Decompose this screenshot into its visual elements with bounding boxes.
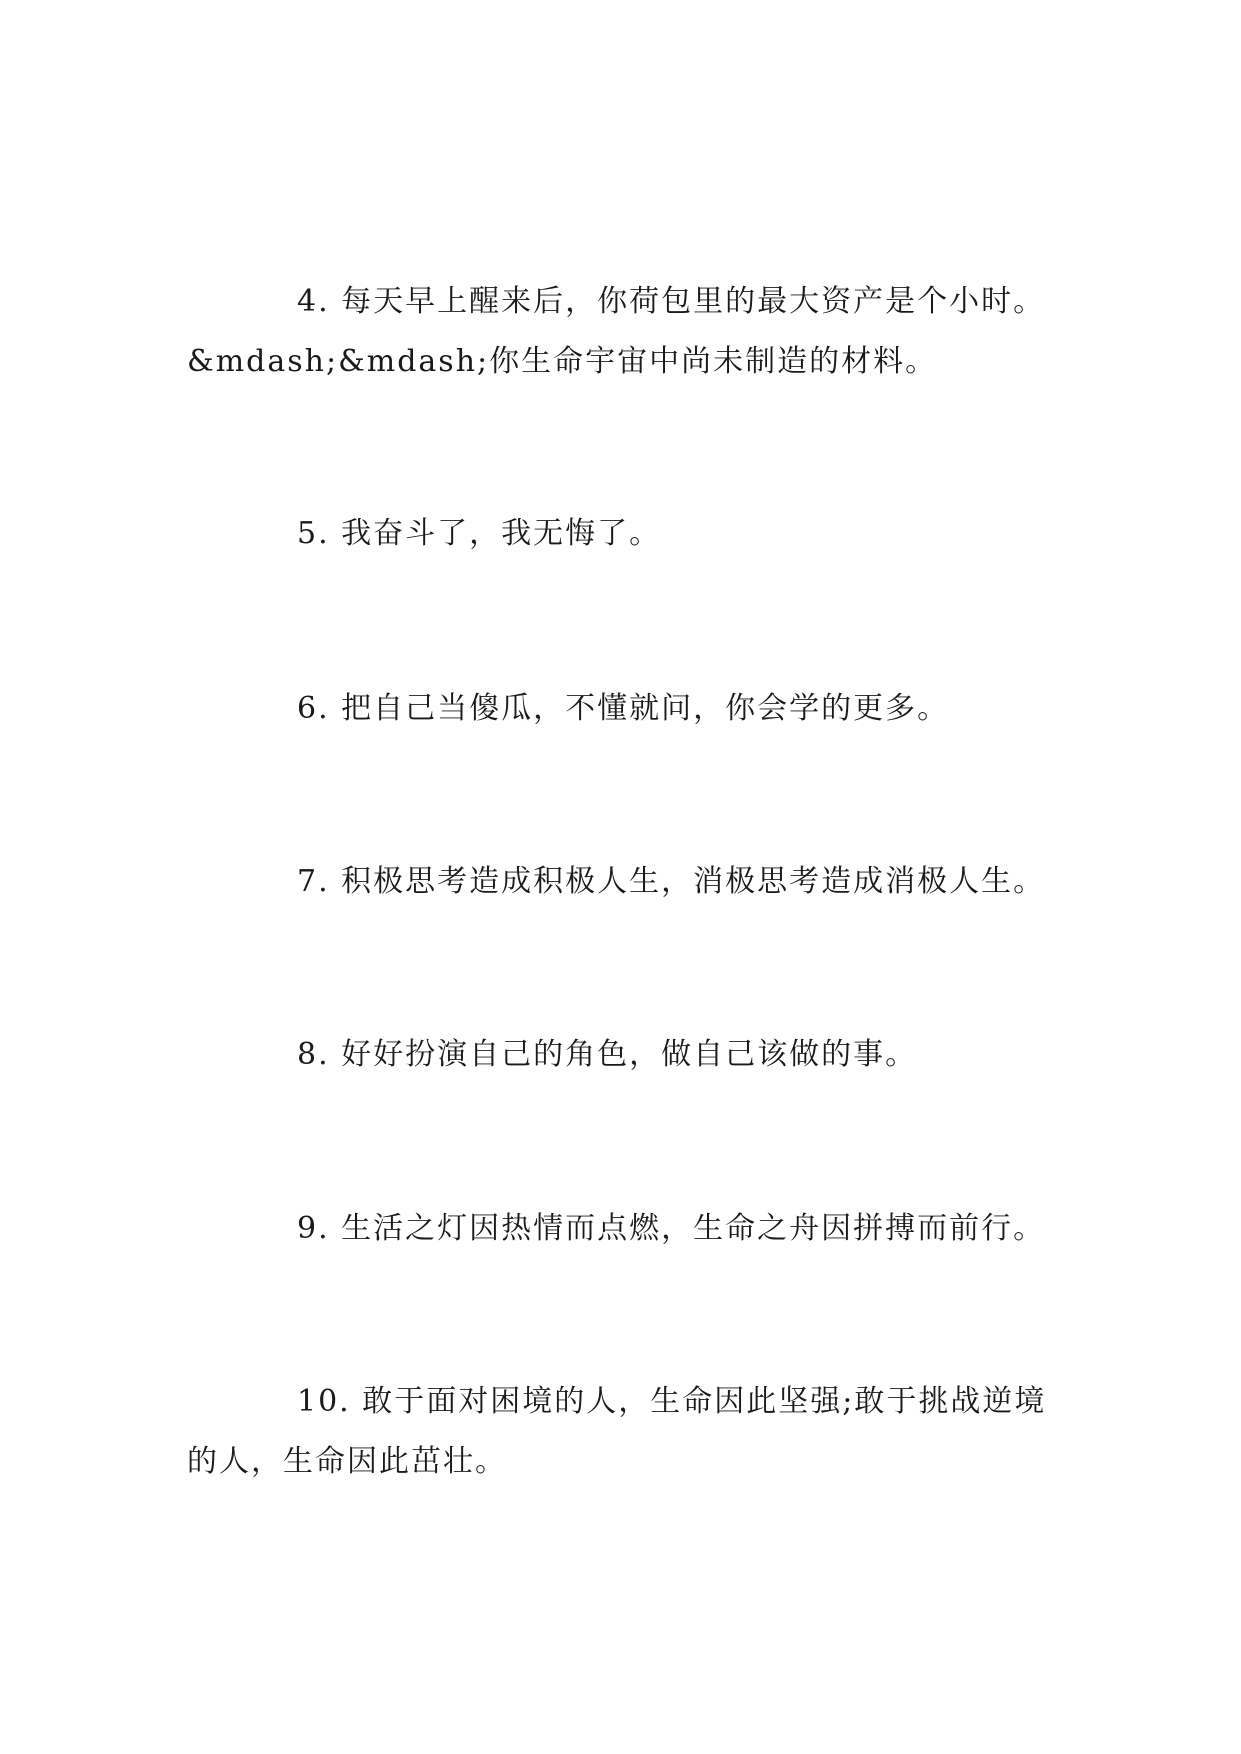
quote-item-9 [187,1199,1087,1259]
quote-item-7-line-1: 7. 积极思考造成积极人生，消极思考造成消极人生。 [297,864,1046,899]
quote-item-9-line-1: 9. 生活之灯因热情而点燃，生命之舟因拼搏而前行。 [297,1211,1046,1246]
quote-item-10 [187,1372,1087,1492]
quote-item-7 [187,852,1087,912]
quote-item-5-line-1: 5. 我奋斗了，我无悔了。 [297,516,662,551]
quote-item-5 [187,504,1087,564]
quote-item-6 [187,679,1087,739]
quote-item-4-line-2: &mdash;&mdash;你生命宇宙中尚未制造的材料。 [187,344,938,379]
quote-item-4-line-1: 4. 每天早上醒来后，你荷包里的最大资产是个小时。 [297,284,1046,319]
quote-item-10-line-2: 的人，生命因此茁壮。 [187,1444,507,1479]
quote-item-8 [187,1025,1087,1085]
quote-item-8-line-1: 8. 好好扮演自己的角色，做自己该做的事。 [297,1037,918,1072]
quote-item-4 [187,272,1087,392]
quote-item-6-line-1: 6. 把自己当傻瓜，不懂就问，你会学的更多。 [297,691,950,726]
quote-item-10-line-1: 10. 敢于面对困境的人，生命因此坚强;敢于挑战逆境 [297,1384,1047,1419]
